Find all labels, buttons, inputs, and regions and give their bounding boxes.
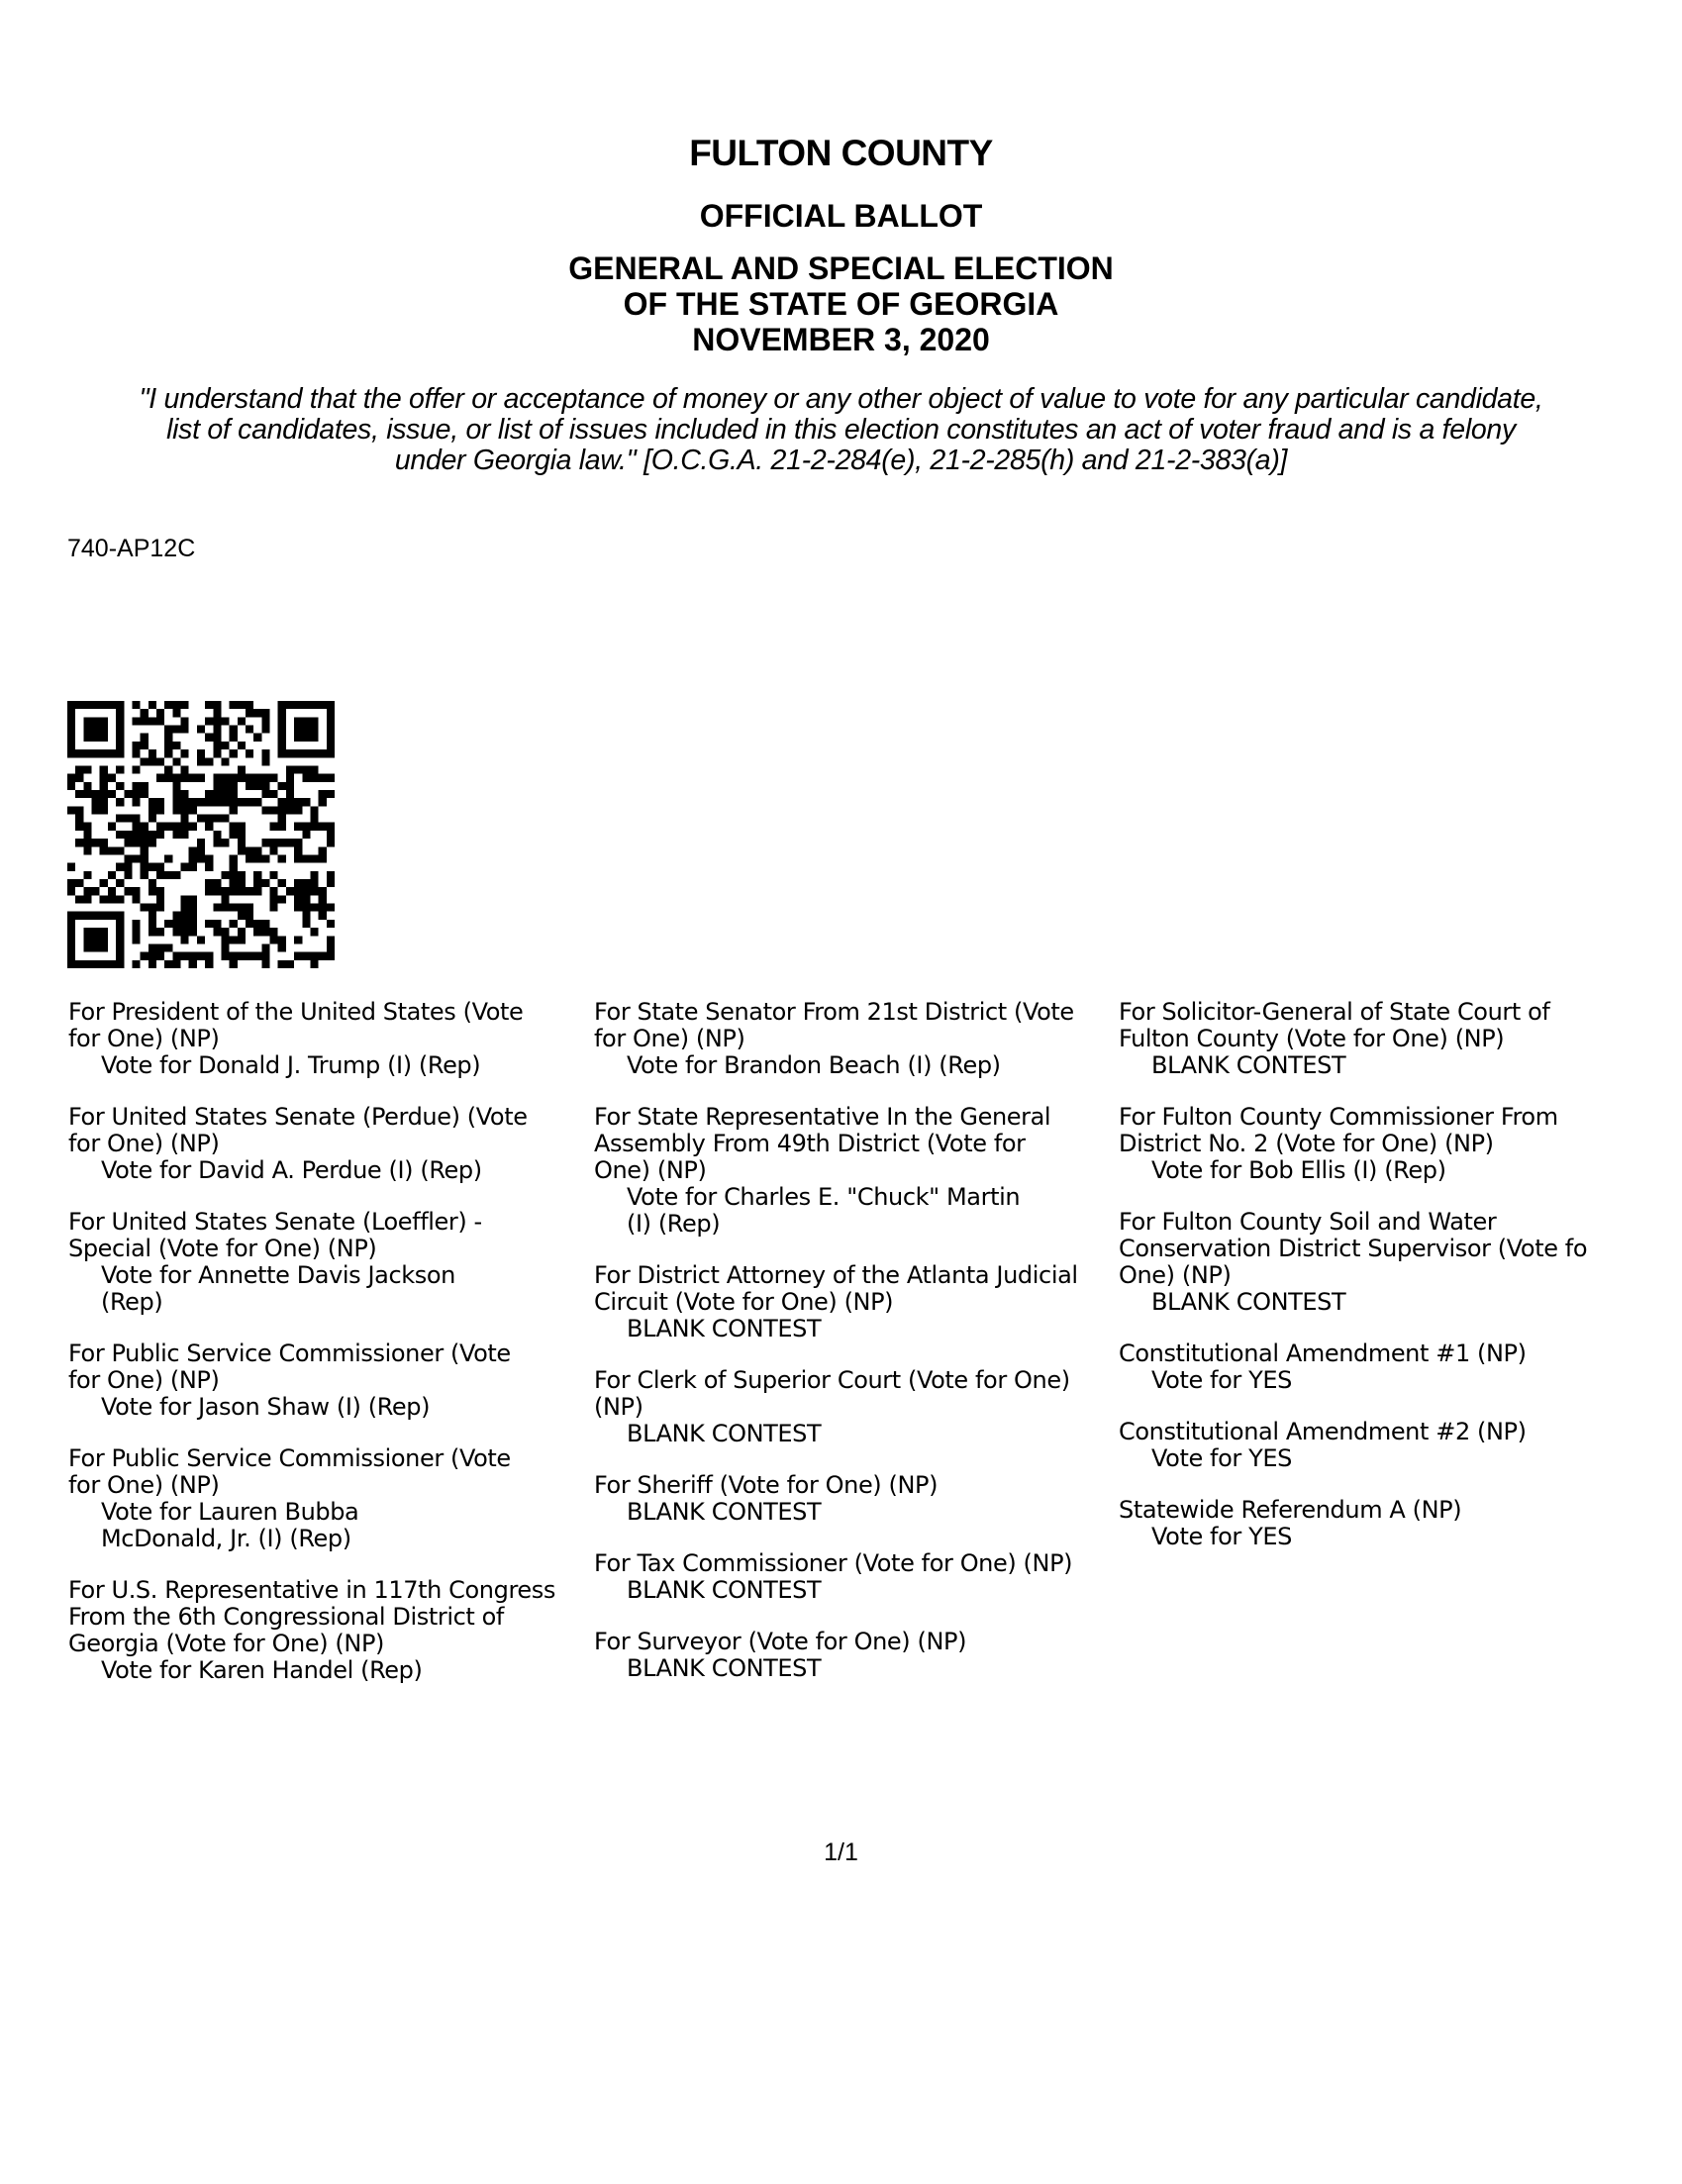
contest-block bbox=[594, 1104, 1109, 1238]
contest-selection: BLANK CONTEST bbox=[1151, 1288, 1346, 1316]
contest-selection: BLANK CONTEST bbox=[627, 1315, 822, 1342]
contest-selection: BLANK CONTEST bbox=[1151, 1051, 1346, 1079]
contest-title: For Surveyor (Vote for One) (NP) bbox=[594, 1628, 967, 1655]
ballot-type-title: OFFICIAL BALLOT bbox=[699, 198, 983, 234]
oath-line: list of candidates, issue, or list of issues included in this election constitutes an act of voter fraud and is a felony bbox=[166, 414, 1516, 446]
contest-block bbox=[1119, 1209, 1653, 1316]
election-title bbox=[0, 250, 1682, 357]
contest-selection: Vote for Donald J. Trump (I) (Rep) bbox=[101, 1051, 481, 1079]
ballot-id: 740-AP12C bbox=[67, 535, 196, 562]
contest-title: For State Representative In the General Assembly From 49th District (Vote for One) (NP) bbox=[594, 1103, 1051, 1184]
contest-block bbox=[1119, 1497, 1653, 1550]
contest-selection: Vote for YES bbox=[1151, 1444, 1292, 1472]
contest-selection: Vote for YES bbox=[1151, 1366, 1292, 1394]
contest-selection: Vote for Karen Handel (Rep) bbox=[101, 1656, 423, 1684]
page-number: 1/1 bbox=[824, 1838, 858, 1866]
contest-block bbox=[68, 1340, 583, 1421]
election-title-line2: OF THE STATE OF GEORGIA bbox=[623, 286, 1059, 322]
contest-block bbox=[68, 1577, 583, 1684]
contest-selection: Vote for Lauren Bubba McDonald, Jr. (I) (Rep) bbox=[101, 1498, 359, 1552]
contest-title: Statewide Referendum A (NP) bbox=[1119, 1496, 1462, 1524]
contest-column-3 bbox=[1119, 999, 1653, 1575]
contest-selection: Vote for Brandon Beach (I) (Rep) bbox=[627, 1051, 1001, 1079]
contest-block bbox=[594, 1262, 1109, 1342]
contest-block bbox=[594, 1367, 1109, 1447]
county-title: FULTON COUNTY bbox=[689, 133, 993, 173]
contest-title: For Clerk of Superior Court (Vote for One) (NP) bbox=[594, 1366, 1070, 1421]
contest-block bbox=[68, 1445, 583, 1552]
oath-line: "I understand that the offer or acceptance of money or any other object of value to vote for any particular candidate, bbox=[139, 383, 1543, 415]
contest-title: For Sheriff (Vote for One) (NP) bbox=[594, 1471, 939, 1499]
contest-title: For Public Service Commissioner (Vote for One) (NP) bbox=[68, 1340, 511, 1394]
qr-code bbox=[67, 701, 335, 968]
contest-title: For Fulton County Commissioner From District No. 2 (Vote for One) (NP) bbox=[1119, 1103, 1558, 1157]
contest-column-1 bbox=[68, 999, 583, 1709]
contest-selection: Vote for David A. Perdue (I) (Rep) bbox=[101, 1156, 482, 1184]
contest-selection: BLANK CONTEST bbox=[627, 1576, 822, 1604]
contest-selection: BLANK CONTEST bbox=[627, 1654, 822, 1682]
contest-selection: BLANK CONTEST bbox=[627, 1498, 822, 1526]
contest-title: For Fulton County Soil and Water Conservation District Supervisor (Vote fo One) (NP) bbox=[1119, 1208, 1588, 1289]
contest-title: For United States Senate (Loeffler) - Special (Vote for One) (NP) bbox=[68, 1208, 482, 1262]
contest-title: Constitutional Amendment #1 (NP) bbox=[1119, 1340, 1527, 1367]
contest-title: For Solicitor-General of State Court of Fulton County (Vote for One) (NP) bbox=[1119, 998, 1550, 1052]
contest-selection: Vote for Jason Shaw (I) (Rep) bbox=[101, 1393, 431, 1421]
contest-block bbox=[1119, 1419, 1653, 1472]
contest-block bbox=[1119, 1104, 1653, 1184]
contest-selection: Vote for Annette Davis Jackson (Rep) bbox=[101, 1261, 455, 1316]
contest-block bbox=[1119, 1340, 1653, 1394]
contest-block bbox=[1119, 999, 1653, 1079]
contest-title: For United States Senate (Perdue) (Vote for One) (NP) bbox=[68, 1103, 528, 1157]
contest-column-2 bbox=[594, 999, 1109, 1707]
contest-block bbox=[68, 999, 583, 1079]
contest-block bbox=[594, 1629, 1109, 1682]
election-date: NOVEMBER 3, 2020 bbox=[692, 322, 990, 357]
contest-block bbox=[594, 1472, 1109, 1526]
contest-selection: Vote for YES bbox=[1151, 1523, 1292, 1550]
contest-block bbox=[68, 1209, 583, 1316]
contest-title: For Tax Commissioner (Vote for One) (NP) bbox=[594, 1549, 1073, 1577]
contest-title: Constitutional Amendment #2 (NP) bbox=[1119, 1418, 1527, 1445]
contest-block bbox=[68, 1104, 583, 1184]
contest-title: For Public Service Commissioner (Vote for One) (NP) bbox=[68, 1444, 511, 1499]
contest-selection: BLANK CONTEST bbox=[627, 1420, 822, 1447]
voter-fraud-oath bbox=[59, 384, 1623, 476]
contest-selection: Vote for Charles E. "Chuck" Martin (I) (Rep) bbox=[627, 1183, 1021, 1238]
election-title-line1: GENERAL AND SPECIAL ELECTION bbox=[568, 250, 1114, 286]
contest-block bbox=[594, 1550, 1109, 1604]
contest-block bbox=[594, 999, 1109, 1079]
contest-title: For State Senator From 21st District (Vote for One) (NP) bbox=[594, 998, 1074, 1052]
contest-title: For President of the United States (Vote for One) (NP) bbox=[68, 998, 524, 1052]
contest-title: For District Attorney of the Atlanta Judicial Circuit (Vote for One) (NP) bbox=[594, 1261, 1078, 1316]
contest-title: For U.S. Representative in 117th Congress From the 6th Congressional District of Georgia (Vote for One) (NP) bbox=[68, 1576, 555, 1657]
oath-line: under Georgia law." [O.C.G.A. 21-2-284(e), 21-2-285(h) and 21-2-383(a)] bbox=[394, 445, 1288, 476]
contest-selection: Vote for Bob Ellis (I) (Rep) bbox=[1151, 1156, 1446, 1184]
